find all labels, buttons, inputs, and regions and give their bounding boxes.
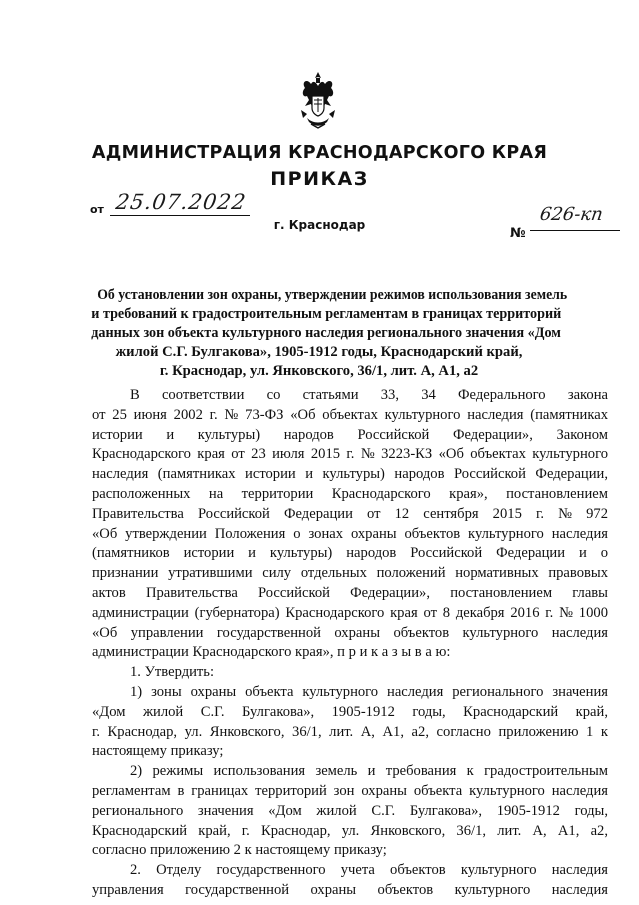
coat-of-arms-emblem: [297, 70, 339, 130]
body-line-text: согласно приложению 2 к настоящему приказу;: [92, 842, 387, 859]
body-line-text: «Об утверждении Положения о зонах охраны объектов культурного наследия: [92, 525, 608, 542]
body-line-text: (памятников истории и культуры) народов Российской Федерации и о: [92, 545, 608, 562]
body-line: [92, 683, 608, 703]
agency-name: АДМИНИСТРАЦИЯ КРАСНОДАРСКОГО КРАЯ: [91, 143, 548, 163]
body-line: [92, 782, 608, 802]
body-line: [92, 802, 608, 822]
body-line: [92, 663, 608, 683]
body-line: [92, 485, 608, 505]
body-line: [92, 723, 608, 743]
body-line: [92, 505, 608, 525]
body-line-text: управления государственной охраны объектов культурного наследия: [92, 881, 608, 898]
body-line: [92, 525, 608, 545]
handwritten-date: 25.07.2022: [114, 190, 248, 214]
body-line-text: администрации Краснодарского края», п р и к а з ы в а ю:: [92, 644, 451, 661]
title-line: жилой С.Г. Булгакова», 1905-1912 годы, Краснодарский край,: [115, 344, 523, 360]
body-line: [92, 406, 608, 426]
body-line-text: «Об управлении государственной охраны объектов культурного наследия: [92, 624, 608, 641]
body-line-text: настоящему приказу;: [92, 743, 224, 760]
order-title: [84, 286, 568, 381]
body-line: [92, 861, 608, 881]
date-label: от: [90, 203, 104, 216]
body-line-text: актов Правительства Российской Федерации», постановлением главы: [92, 584, 608, 601]
body-line: [92, 624, 608, 644]
body-line-text: регионального значения «Дом жилой С.Г. Булгакова», 1905-1912 годы,: [92, 802, 608, 819]
body-line: [92, 584, 608, 604]
body-line-text: 2. Отделу государственного учета объектов культурного наследия: [130, 862, 608, 879]
number-underline: [530, 230, 620, 231]
body-line: [92, 386, 608, 406]
body-line: [92, 426, 608, 446]
body-line: [92, 881, 608, 901]
body-line-text: расположенных на территории Краснодарского края», постановлением: [92, 485, 608, 502]
date-underline: [110, 215, 250, 216]
title-line: г. Краснодар, ул. Янковского, 36/1, лит. А, А1, а2: [159, 363, 479, 379]
body-line: [92, 841, 608, 861]
body-line: [92, 564, 608, 584]
number-label: №: [510, 226, 526, 241]
title-line: Об установлении зон охраны, утверждении режимов использования земель: [97, 287, 568, 303]
body-line: [92, 643, 608, 663]
body-line-text: 2) режимы использования земель и требования к градостроительным: [130, 763, 608, 780]
body-line-text: Краснодарский край, г. Краснодар, ул. Янковского, 36/1, лит. А, А1, а2,: [92, 822, 608, 839]
body-line-text: регламентам в границах территорий зон охраны объекта культурного наследия: [92, 782, 608, 799]
body-line-text: «Дом жилой С.Г. Булгакова», 1905-1912 годы, Краснодарский край,: [92, 703, 608, 720]
body-line-text: 1) зоны охраны объекта культурного наследия регионального значения: [130, 683, 608, 700]
body-line-text: Правительства Российской Федерации от 12 сентября 2015 г. № 972: [92, 505, 608, 522]
body-line: [92, 703, 608, 723]
city-label: г. Краснодар: [273, 218, 366, 232]
body-line: [92, 465, 608, 485]
body-line: [92, 822, 608, 842]
body-line: [92, 742, 608, 762]
body-line-text: г. Краснодар, ул. Янковского, 36/1, лит. А, А1, а2, согласно приложению 1 к: [92, 723, 608, 740]
body-line: [92, 762, 608, 782]
body-line-text: Краснодарского края от 23 июля 2015 г. № 3223-КЗ «Об объектах культурного: [92, 446, 608, 463]
body-line-text: истории и культуры) народов Российской Федерации», Законом: [92, 426, 608, 443]
body-line: [92, 604, 608, 624]
handwritten-number: 626-кп: [538, 204, 605, 225]
title-line: и требований к градостроительным регламентам в границах территорий: [91, 306, 562, 322]
body-line: [92, 445, 608, 465]
document-type: ПРИКАЗ: [270, 168, 369, 190]
body-line-text: признании утратившими силу отдельных положений нормативных правовых: [92, 565, 608, 582]
body-line-text: от 25 июня 2002 г. № 73-ФЗ «Об объектах культурного наследия (памятниках: [92, 406, 608, 423]
body-line-text: 1. Утвердить:: [130, 664, 215, 681]
title-line: данных зон объекта культурного наследия регионального значения «Дом: [91, 325, 561, 341]
body-line-text: наследия (памятниках истории и культуры) народов Российской Федерации,: [92, 466, 608, 483]
order-body: [92, 386, 608, 901]
body-line-text: В соответствии со статьями 33, 34 Федерального закона: [130, 387, 608, 403]
body-line-text: администрации (губернатора) Краснодарского края от 8 декабря 2016 г. № 1000: [92, 604, 608, 621]
body-line: [92, 544, 608, 564]
